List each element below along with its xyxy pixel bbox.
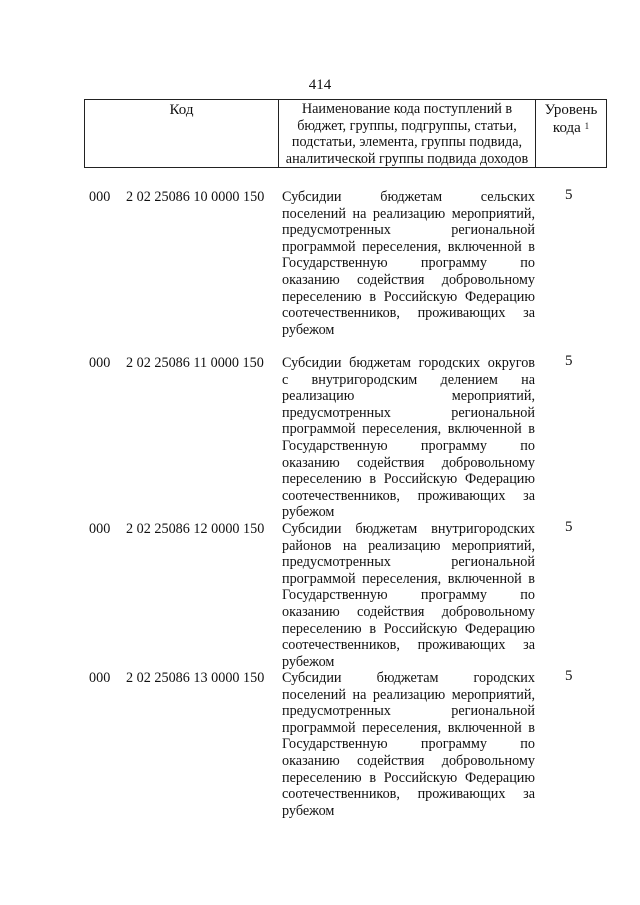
row-description-line: программой переселения, включенной в <box>282 238 535 255</box>
row-admin-code: 000 <box>89 189 111 205</box>
row-description-line: рубежом <box>282 802 335 819</box>
row-description-line: рубежом <box>282 653 335 670</box>
row-level: 5 <box>565 353 573 369</box>
header-level-line: Уровень <box>544 102 598 118</box>
row-description-line: предусмотренных региональной <box>282 554 535 571</box>
row-description-line: соотечественников, проживающих за <box>282 305 535 322</box>
row-description-line: оказанию содействия добровольному <box>282 752 535 769</box>
row-description-line: предусмотренных региональной <box>282 703 535 720</box>
row-description-line: Государственную программу по <box>282 587 535 604</box>
row-description-line: переселению в Российскую Федерацию <box>282 471 535 488</box>
row-description-line: поселений на реализацию мероприятий, <box>282 686 535 703</box>
row-level: 5 <box>565 668 573 684</box>
row-description-line: переселению в Российскую Федерацию <box>282 288 535 305</box>
row-description-line: с внутригородским делением на <box>282 371 535 388</box>
header-name-line: подстатьи, элемента, группы подвида, <box>291 134 523 151</box>
row-description-line: поселений на реализацию мероприятий, <box>282 205 535 222</box>
row-description-line: районов на реализацию мероприятий, <box>282 537 535 554</box>
row-description-line: программой переселения, включенной в <box>282 570 535 587</box>
row-description-line: Субсидии бюджетам городских <box>282 670 535 686</box>
row-description-line: реализацию мероприятий, <box>282 388 535 405</box>
footnote-marker: 1 <box>584 121 590 131</box>
header-name-line: Наименование кода поступлений в <box>301 101 513 117</box>
table-header <box>84 99 607 168</box>
row-description-line: переселению в Российскую Федерацию <box>282 620 535 637</box>
row-description <box>282 355 535 521</box>
header-level-line <box>536 119 606 137</box>
row-revenue-code: 2 02 25086 12 0000 150 <box>126 521 265 537</box>
row-revenue-code: 2 02 25086 11 0000 150 <box>126 355 264 371</box>
row-description-line: рубежом <box>282 504 335 521</box>
header-code-column <box>85 100 278 167</box>
row-description-line: программой переселения, включенной в <box>282 719 535 736</box>
page-number: 414 <box>308 77 332 93</box>
row-revenue-code: 2 02 25086 10 0000 150 <box>126 189 265 205</box>
row-description-line: предусмотренных региональной <box>282 222 535 239</box>
row-description-line: оказанию содействия добровольному <box>282 603 535 620</box>
row-description-line: соотечественников, проживающих за <box>282 786 535 803</box>
header-code-label: Код <box>169 102 194 118</box>
row-description-line: Государственную программу по <box>282 255 535 272</box>
row-revenue-code: 2 02 25086 13 0000 150 <box>126 670 265 686</box>
row-description-line: Государственную программу по <box>282 437 535 454</box>
header-name-line: бюджет, группы, подгруппы, статьи, <box>297 117 517 134</box>
row-description-line: соотечественников, проживающих за <box>282 487 535 504</box>
row-description <box>282 189 535 338</box>
row-description-line: рубежом <box>282 321 335 338</box>
header-level-word: кода <box>552 120 581 136</box>
row-description-line: переселению в Российскую Федерацию <box>282 769 535 786</box>
row-admin-code: 000 <box>89 670 111 686</box>
row-description-line: Субсидии бюджетам городских округов <box>282 355 535 371</box>
row-admin-code: 000 <box>89 521 111 537</box>
row-description <box>282 521 535 670</box>
row-description-line: Субсидии бюджетам внутригородских <box>282 521 535 537</box>
row-description <box>282 670 535 819</box>
header-name-line: аналитической группы подвида доходов <box>285 150 529 167</box>
row-description-line: оказанию содействия добровольному <box>282 454 535 471</box>
row-description-line: программой переселения, включенной в <box>282 421 535 438</box>
row-level: 5 <box>565 519 573 535</box>
row-admin-code: 000 <box>89 355 111 371</box>
header-name-column <box>278 100 536 167</box>
row-description-line: соотечественников, проживающих за <box>282 637 535 654</box>
row-description-line: Субсидии бюджетам сельских <box>282 189 535 205</box>
row-description-line: Государственную программу по <box>282 736 535 753</box>
row-description-line: предусмотренных региональной <box>282 404 535 421</box>
header-level-column <box>536 100 606 167</box>
row-description-line: оказанию содействия добровольному <box>282 271 535 288</box>
row-level: 5 <box>565 187 573 203</box>
